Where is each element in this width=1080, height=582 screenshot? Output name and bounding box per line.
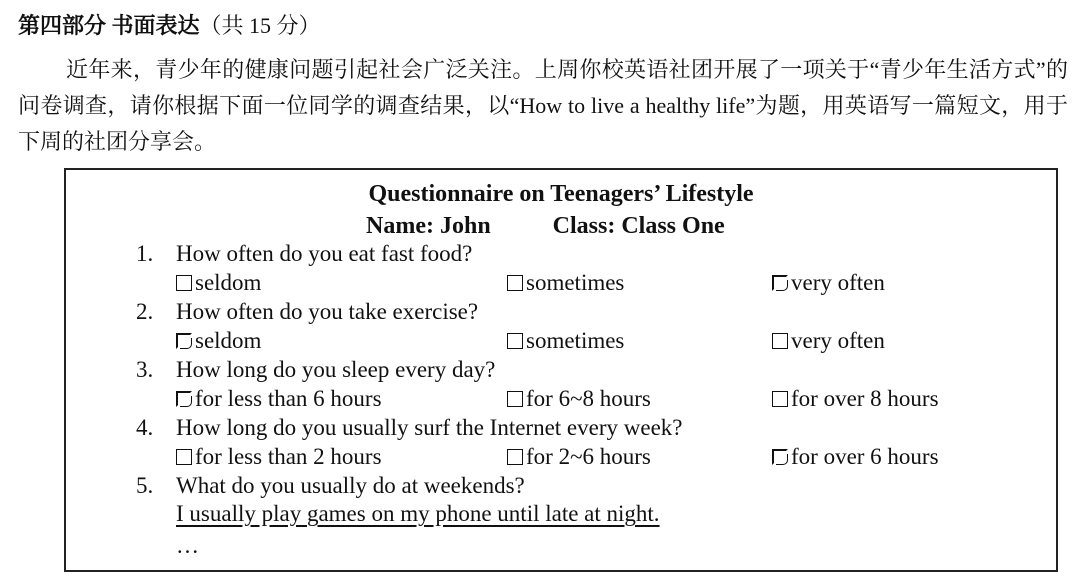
q2-option-very-often[interactable] [772,327,885,355]
question-text: How often do you take exercise? [176,299,479,324]
q3-option-over-8[interactable] [772,385,939,413]
option-label: for less than 6 hours [195,386,382,411]
q3-option-less-than-6[interactable] [176,385,382,413]
question-number: 4. [136,415,154,440]
option-label: for less than 2 hours [195,444,382,469]
q3-option-6-to-8[interactable] [507,385,651,413]
respondent-name: Name: John [366,213,491,239]
q2-option-sometimes[interactable] [507,327,624,355]
option-label: for 2~6 hours [526,444,651,469]
q2-option-seldom[interactable] [176,327,261,355]
q1-option-seldom[interactable] [176,269,261,297]
option-label: very often [791,328,885,353]
option-label: for over 6 hours [791,444,939,469]
question-3 [136,356,495,384]
questionnaire-box [64,168,1058,572]
checkbox-empty-icon[interactable] [507,391,523,407]
checkbox-empty-icon[interactable] [176,449,192,465]
question-number: 5. [136,473,154,498]
question-5 [136,472,525,500]
question-number: 3. [136,357,154,382]
option-label: for over 8 hours [791,386,939,411]
q4-option-over-6[interactable] [772,443,939,471]
checkbox-empty-icon[interactable] [507,449,523,465]
question-4 [136,414,683,442]
option-label: sometimes [526,270,625,295]
questionnaire-title: Questionnaire on Teenagers’ Lifestyle [368,181,754,207]
question-1 [136,240,472,268]
checkbox-checked-icon[interactable] [772,449,788,465]
option-label: sometimes [526,328,625,353]
option-label: very often [791,270,885,295]
question-text: How long do you usually surf the Internet every week? [176,415,683,440]
instruction-paragraph: 近年来，青少年的健康问题引起社会广泛关注。上周你校英语社团开展了一项关于“青少年生活方式”的问卷调查，请你根据下面一位同学的调查结果，以“How to live a healthy life”为题，用英语写一篇短文，用于下周的社团分享会。 [18,57,1068,154]
checkbox-checked-icon[interactable] [176,333,192,349]
question-number: 1. [136,241,154,266]
section-score: （共 15 分） [199,13,321,38]
q1-option-sometimes[interactable] [507,269,624,297]
option-label: for 6~8 hours [526,386,651,411]
question-text: How often do you eat fast food? [176,241,473,266]
option-label: seldom [195,270,262,295]
question-text: How long do you sleep every day? [176,357,496,382]
checkbox-empty-icon[interactable] [176,275,192,291]
q4-option-2-to-6[interactable] [507,443,651,471]
question-text: What do you usually do at weekends? [176,473,525,498]
question-2 [136,298,478,326]
checkbox-empty-icon[interactable] [507,333,523,349]
option-label: seldom [195,328,262,353]
respondent-class: Class: Class One [552,213,725,239]
checkbox-checked-icon[interactable] [772,275,788,291]
q4-option-less-than-2[interactable] [176,443,382,471]
section-title [18,12,321,40]
section-heading: 第四部分 书面表达 [18,13,200,38]
checkbox-empty-icon[interactable] [772,391,788,407]
checkbox-empty-icon[interactable] [507,275,523,291]
q5-answer: I usually play games on my phone until late at night. [176,501,660,526]
continuation-ellipsis: … [176,533,199,558]
checkbox-checked-icon[interactable] [176,391,192,407]
checkbox-empty-icon[interactable] [772,333,788,349]
q1-option-very-often[interactable] [772,269,885,297]
question-number: 2. [136,299,154,324]
respondent-info [366,212,725,240]
